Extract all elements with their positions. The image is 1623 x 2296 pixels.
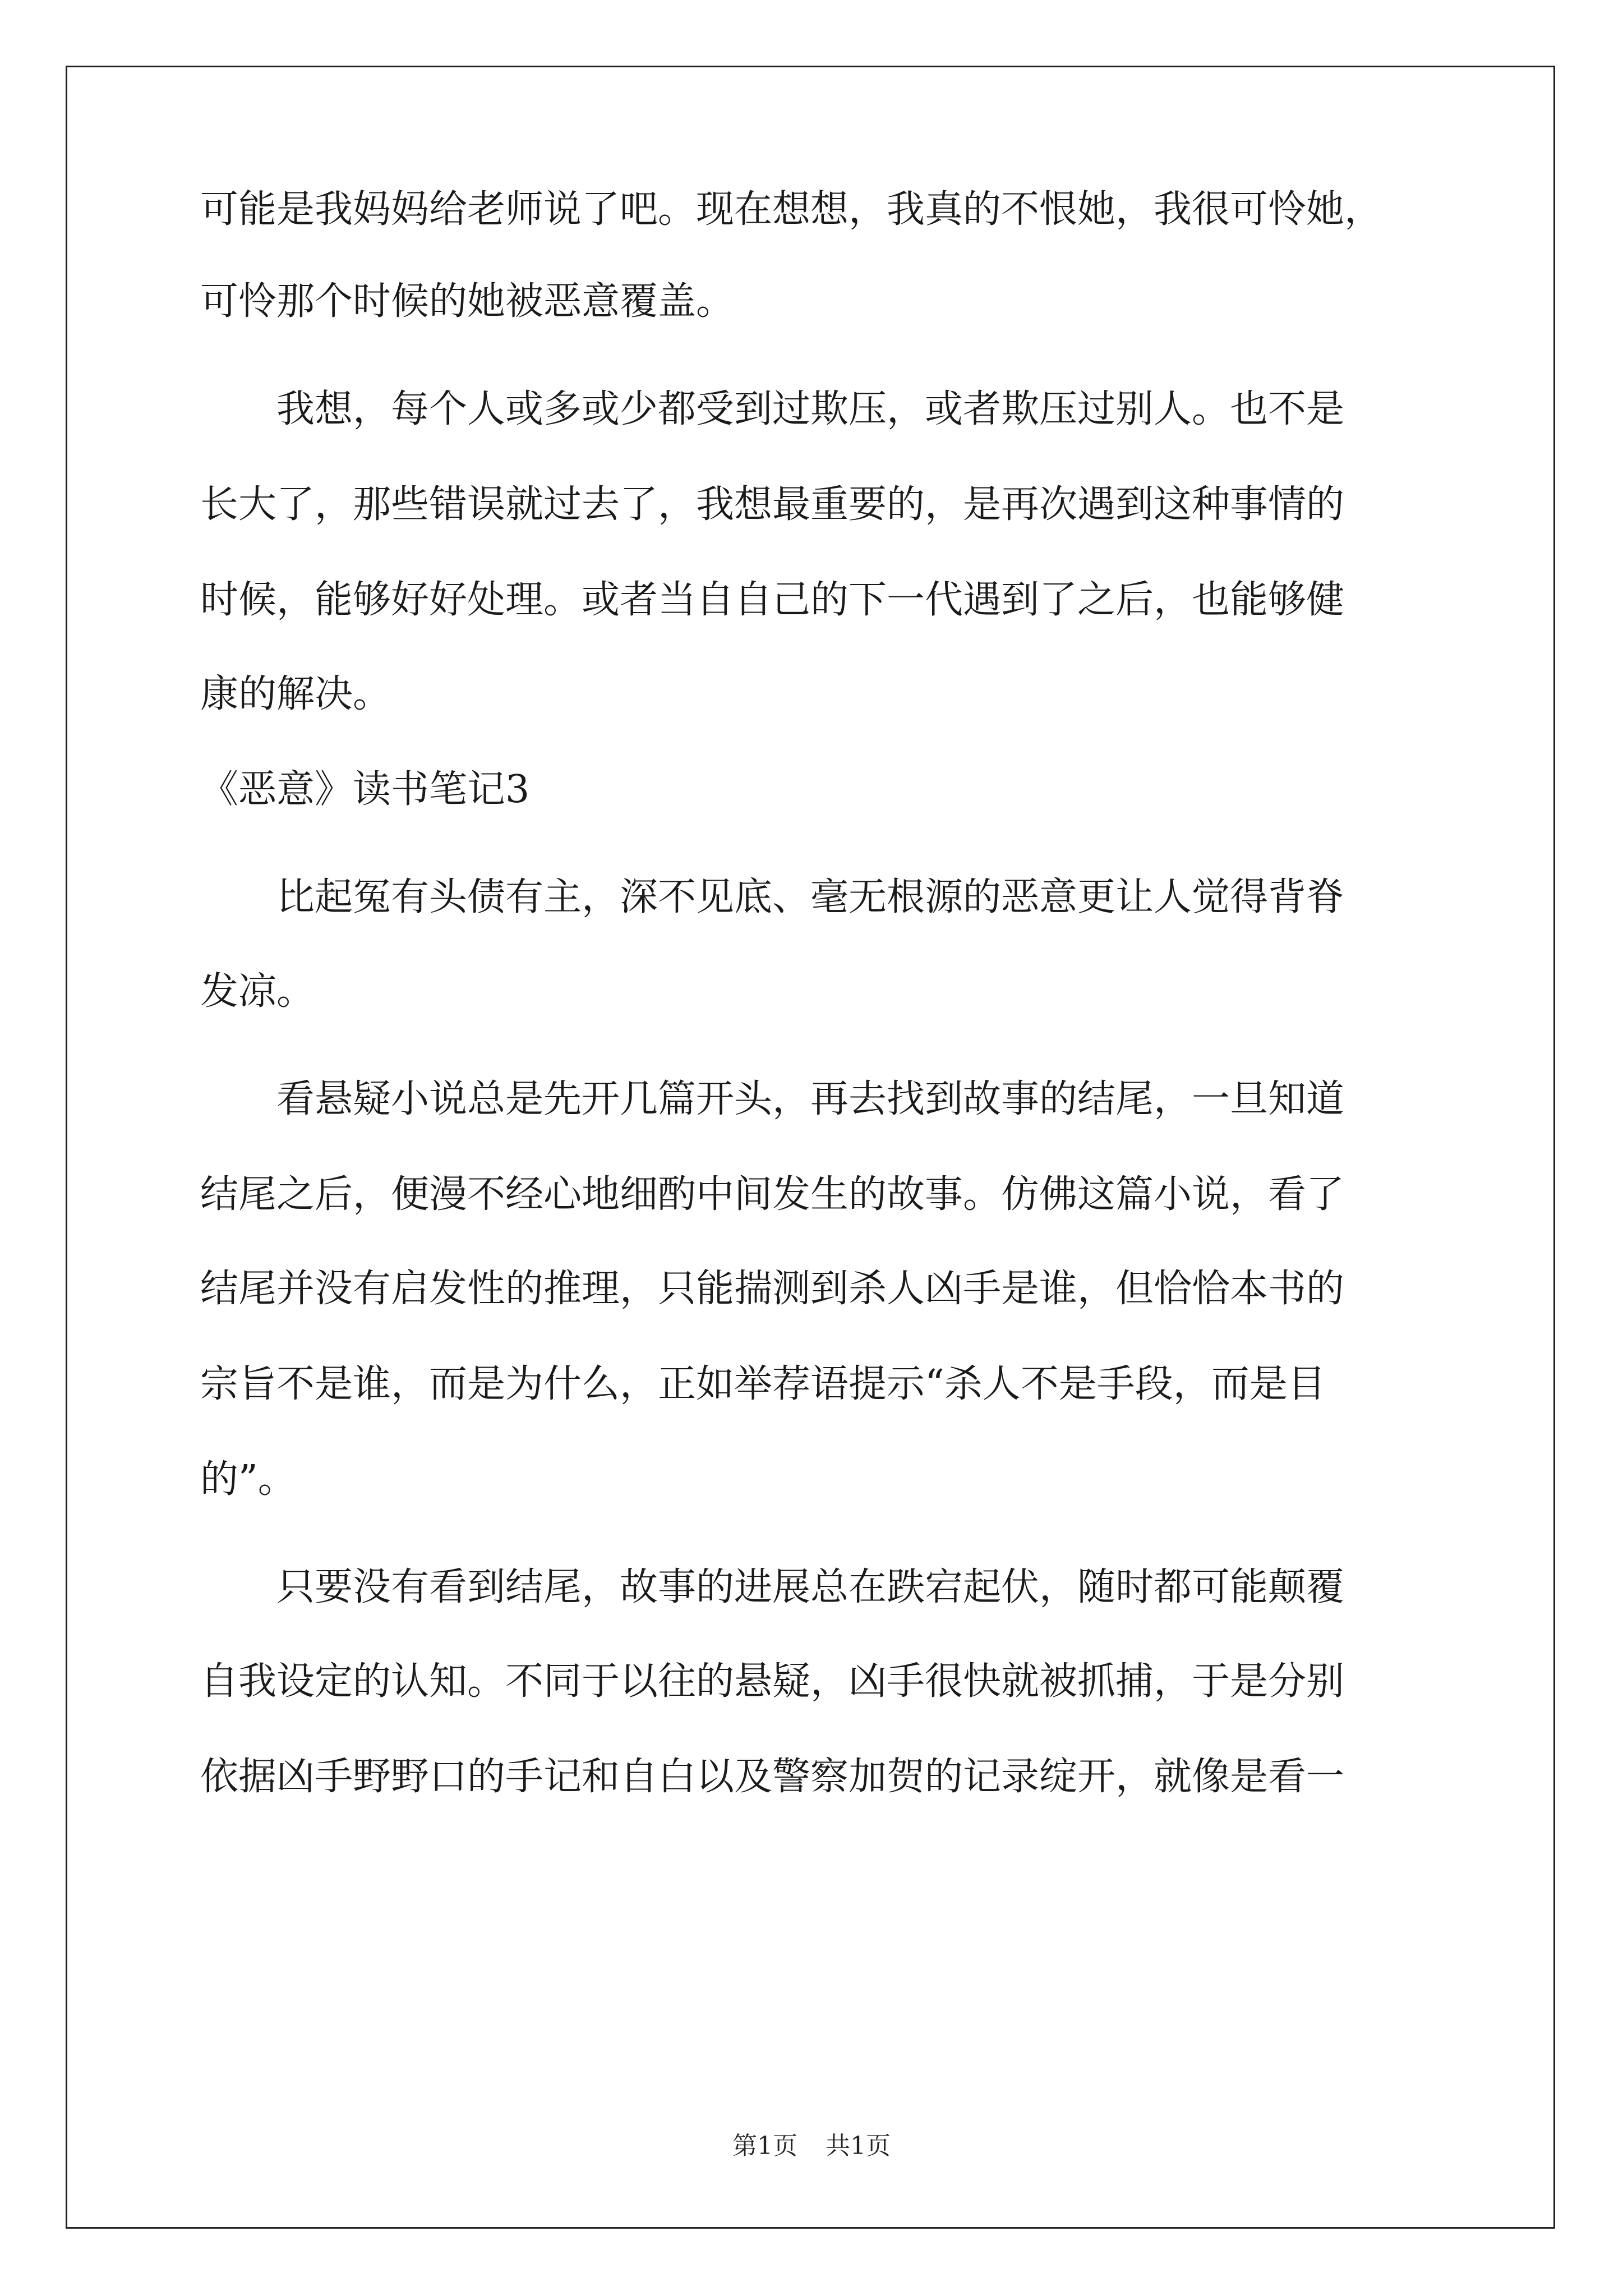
text-line: 宗旨不是谁，而是为什么，正如举荐语提示“杀人不是手段，而是目 — [200, 1362, 1326, 1406]
text-line: 结尾之后，便漫不经心地细酌中间发生的故事。仿佛这篇小说，看了 — [200, 1172, 1345, 1217]
text-line: 时候，能够好好处理。或者当自自己的下一代遇到了之后，也能够健 — [200, 578, 1345, 622]
text-line: 比起冤有头债有主，深不见底、毫无根源的恶意更让人觉得背脊 — [200, 875, 1345, 919]
page-number: 第1页 — [732, 2132, 797, 2160]
page-total: 共1页 — [826, 2132, 891, 2160]
text-line: 康的解决。 — [200, 672, 391, 716]
text-line: 的”。 — [200, 1457, 296, 1502]
text-line: 发凉。 — [200, 969, 315, 1014]
page-footer — [0, 2132, 1623, 2161]
text-line: 可怜那个时候的她被恶意覆盖。 — [200, 279, 735, 324]
text-line: 可能是我妈妈给老师说了吧。现在想想，我真的不恨她，我很可怜她， — [200, 187, 1383, 232]
text-line: 结尾并没有启发性的推理，只能揣测到杀人凶手是谁，但恰恰本书的 — [200, 1267, 1345, 1311]
text-line: 看悬疑小说总是先开几篇开头，再去找到故事的结尾，一旦知道 — [200, 1077, 1345, 1121]
text-line: 依据凶手野野口的手记和自白以及警察加贺的记录绽开，就像是看一 — [200, 1755, 1345, 1799]
document-body — [200, 187, 1434, 1799]
text-line: 只要没有看到结尾，故事的进展总在跌宕起伏，随时都可能颠覆 — [200, 1565, 1345, 1609]
text-line: 我想，每个人或多或少都受到过欺压，或者欺压过别人。也不是 — [200, 387, 1345, 431]
section-heading: 《恶意》读书笔记3 — [200, 767, 530, 812]
text-line: 自我设定的认知。不同于以往的悬疑，凶手很快就被抓捕，于是分别 — [200, 1659, 1345, 1704]
text-line: 长大了，那些错误就过去了，我想最重要的，是再次遇到这种事情的 — [200, 482, 1345, 527]
